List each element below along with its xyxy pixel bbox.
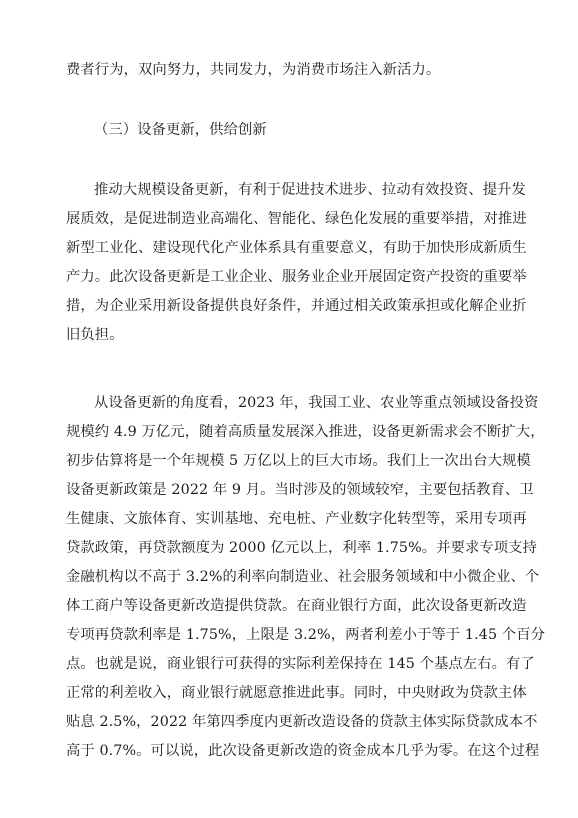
- paragraph-line: 从设备更新的角度看，2023 年，我国工业、农业等重点领域设备投资: [94, 395, 539, 411]
- paragraph-line: 产力。此次设备更新是工业企业、服务业企业开展固定资产投资的重要举: [66, 269, 527, 285]
- paragraph-line: 措，为企业采用新设备提供良好条件，并通过相关政策承担或化解企业折: [66, 298, 527, 314]
- paragraph-line: 生健康、文旅体育、实训基地、充电桩、产业数字化转型等，采用专项再: [66, 511, 527, 527]
- paragraph-line: 专项再贷款利率是 1.75%，上限是 3.2%，两者利差小于等于 1.45 个百分: [66, 627, 545, 643]
- paragraph-line: 推动大规模设备更新，有利于促进技术进步、拉动有效投资、提升发: [94, 182, 526, 198]
- paragraph-line: 展质效，是促进制造业高端化、智能化、绿色化发展的重要举措，对推进: [66, 211, 527, 227]
- paragraph-line: 正常的利差收入，商业银行就愿意推进此事。同时，中央财政为贷款主体: [66, 685, 527, 701]
- paragraph-line: 高于 0.7%。可以说，此次设备更新改造的资金成本几乎为零。在这个过程: [66, 743, 540, 759]
- paragraph-line: 体工商户等设备更新改造提供贷款。在商业银行方面，此次设备更新改造: [66, 598, 527, 614]
- paragraph-line: 旧负担。: [66, 327, 124, 343]
- paragraph-line: 点。也就是说，商业银行可获得的实际利差保持在 145 个基点左右。有了: [66, 656, 535, 672]
- paragraph-line: 贷款政策，再贷款额度为 2000 亿元以上，利率 1.75%。并要求专项支持: [66, 540, 537, 556]
- paragraph-line: 初步估算将是一个年规模 5 万亿以上的巨大市场。我们上一次出台大规模: [66, 453, 531, 469]
- paragraph-line: 贴息 2.5%，2022 年第四季度内更新改造设备的贷款主体实际贷款成本不: [66, 714, 538, 730]
- paragraph-line: 金融机构以不高于 3.2%的利率向制造业、社会服务领域和中小微企业、个: [66, 569, 540, 585]
- paragraph-line: 新型工业化、建设现代化产业体系具有重要意义，有助于加快形成新质生: [66, 240, 527, 256]
- continuation-line: 费者行为，双向努力，共同发力，为消费市场注入新活力。: [66, 62, 441, 78]
- paragraph-line: 设备更新政策是 2022 年 9 月。当时涉及的领域较窄，主要包括教育、卫: [66, 482, 534, 498]
- section-heading: （三）设备更新，供给创新: [94, 122, 267, 138]
- paragraph-line: 规模约 4.9 万亿元，随着高质量发展深入推进，设备更新需求会不断扩大，: [66, 424, 545, 440]
